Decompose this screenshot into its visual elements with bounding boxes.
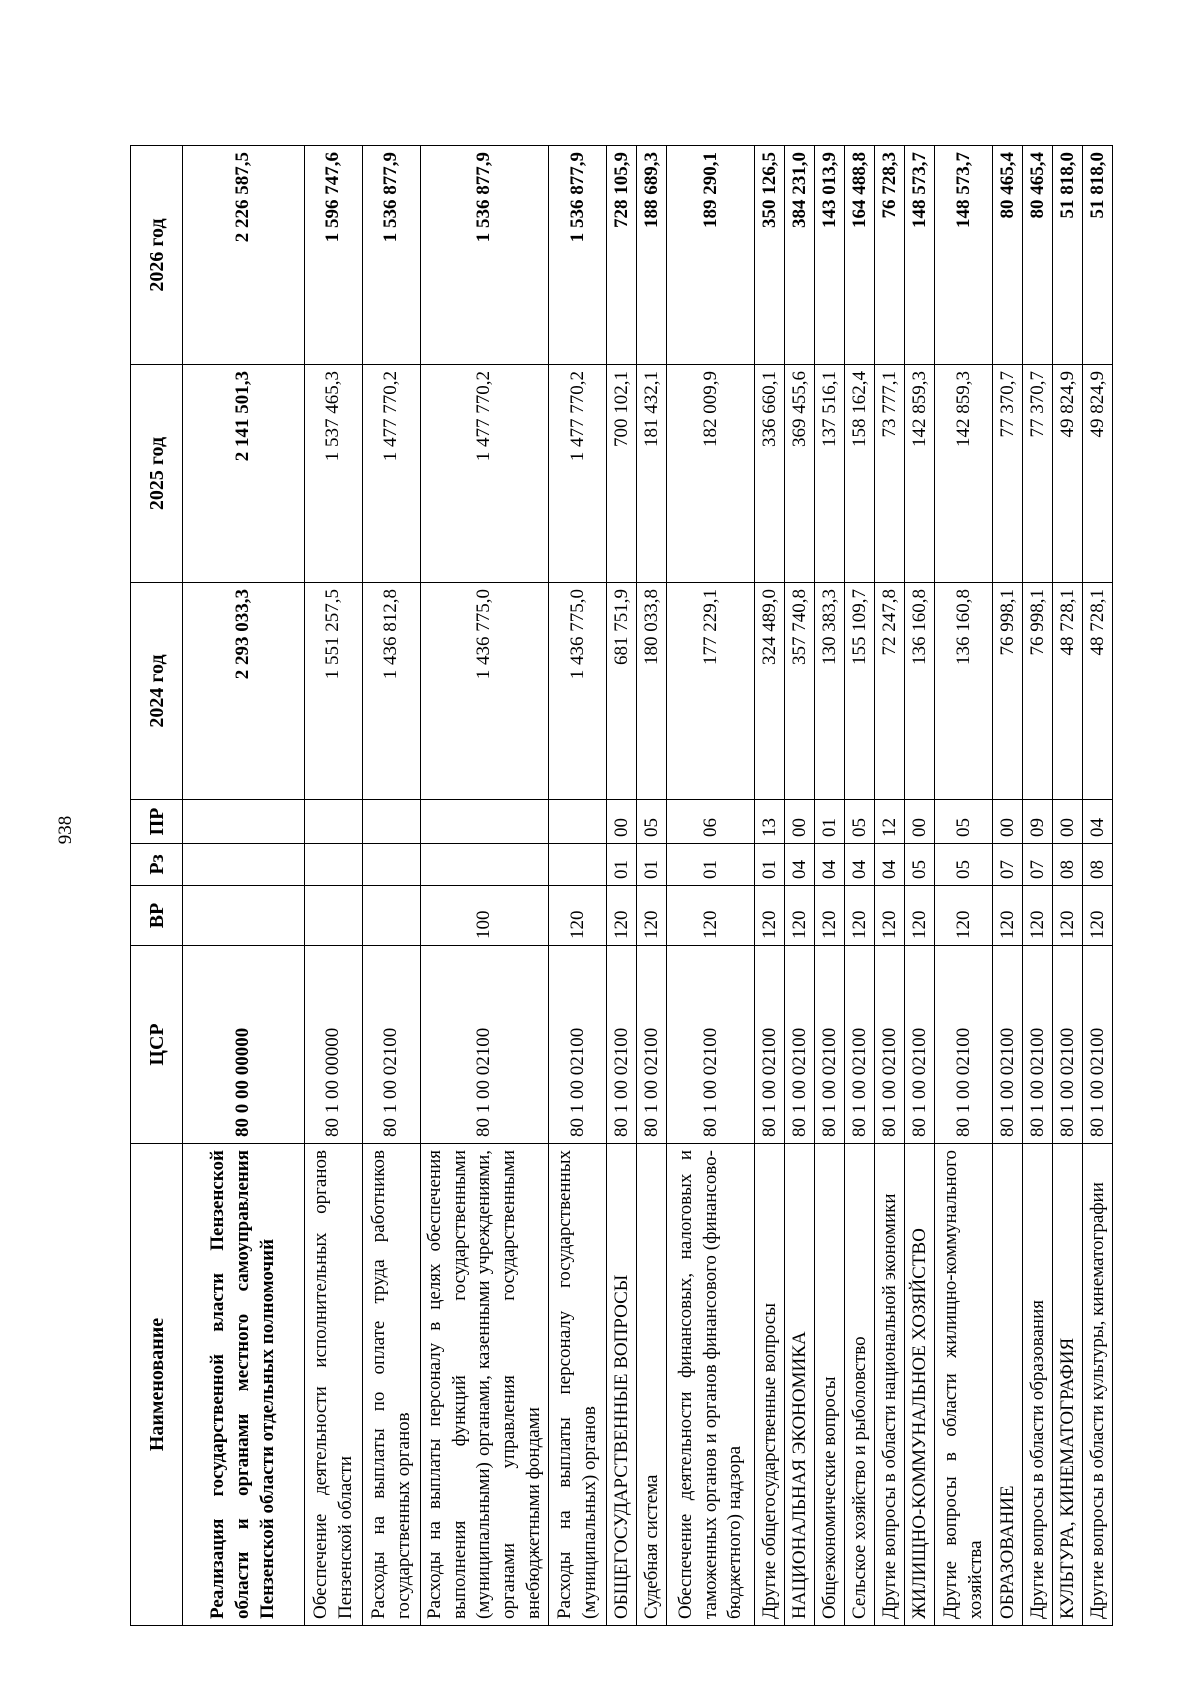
cell-name: Другие вопросы в области образования (1023, 1144, 1053, 1626)
cell-2024: 48 728,1 (1083, 583, 1113, 800)
cell-name: Другие общегосударственные вопросы (755, 1144, 785, 1626)
cell-pr: 00 (905, 800, 935, 844)
cell-2026: 1 536 877,9 (549, 146, 607, 365)
cell-name: Расходы на выплаты персоналу государственных (муниципальных) органов (549, 1144, 607, 1626)
cell-csr: 80 1 00 02100 (549, 946, 607, 1144)
cell-pr (549, 800, 607, 844)
cell-rz: 05 (905, 844, 935, 886)
cell-pr: 05 (935, 800, 993, 844)
cell-name: КУЛЬТУРА, КИНЕМАТОГРАФИЯ (1053, 1144, 1083, 1626)
cell-2024: 76 998,1 (993, 583, 1023, 800)
cell-2024: 72 247,8 (875, 583, 905, 800)
cell-csr: 80 1 00 02100 (815, 946, 845, 1144)
cell-vr: 120 (1053, 886, 1083, 946)
cell-rz (305, 844, 363, 886)
cell-name: Другие вопросы в области культуры, кинематографии (1083, 1144, 1113, 1626)
header-2026: 2026 год (131, 146, 183, 365)
cell-csr: 80 1 00 02100 (1053, 946, 1083, 1144)
cell-vr: 120 (1083, 886, 1113, 946)
cell-2026: 188 689,3 (637, 146, 667, 365)
cell-name: Обеспечение деятельности исполнительных органов Пензенской области (305, 1144, 363, 1626)
cell-rz: 07 (1023, 844, 1053, 886)
cell-2026: 1 536 877,9 (421, 146, 549, 365)
cell-2024: 1 436 775,0 (421, 583, 549, 800)
cell-2026: 1 596 747,6 (305, 146, 363, 365)
cell-csr: 80 1 00 02100 (785, 946, 815, 1144)
cell-vr: 120 (549, 886, 607, 946)
cell-pr: 00 (1053, 800, 1083, 844)
cell-name: Расходы на выплаты по оплате труда работников государственных органов (363, 1144, 421, 1626)
cell-2026: 76 728,3 (875, 146, 905, 365)
cell-pr: 04 (1083, 800, 1113, 844)
cell-2025: 49 824,9 (1053, 365, 1083, 583)
cell-name: Другие вопросы в области национальной экономики (875, 1144, 905, 1626)
table-row (1023, 146, 1053, 1626)
page-number: 938 (55, 815, 76, 845)
cell-rz: 04 (845, 844, 875, 886)
table-row (607, 146, 637, 1626)
cell-2025: 1 477 770,2 (549, 365, 607, 583)
budget-table-container (130, 146, 1108, 1626)
cell-csr: 80 1 00 00000 (305, 946, 363, 1144)
cell-pr: 12 (875, 800, 905, 844)
cell-vr (363, 886, 421, 946)
cell-vr: 120 (1023, 886, 1053, 946)
cell-2025: 1 477 770,2 (421, 365, 549, 583)
cell-vr: 120 (993, 886, 1023, 946)
header-vr: ВР (131, 886, 183, 946)
cell-2026: 164 488,8 (845, 146, 875, 365)
table-row (667, 146, 755, 1626)
cell-2024: 324 489,0 (755, 583, 785, 800)
cell-2025: 142 859,3 (935, 365, 993, 583)
table-row (905, 146, 935, 1626)
cell-2025: 700 102,1 (607, 365, 637, 583)
cell-2026: 350 126,5 (755, 146, 785, 365)
cell-rz: 05 (935, 844, 993, 886)
cell-2026: 51 818,0 (1083, 146, 1113, 365)
cell-csr: 80 1 00 02100 (935, 946, 993, 1144)
cell-vr: 120 (815, 886, 845, 946)
cell-2026: 51 818,0 (1053, 146, 1083, 365)
cell-csr: 80 1 00 02100 (363, 946, 421, 1144)
cell-2025: 77 370,7 (1023, 365, 1053, 583)
cell-csr: 80 1 00 02100 (845, 946, 875, 1144)
cell-2024: 48 728,1 (1053, 583, 1083, 800)
cell-pr: 05 (845, 800, 875, 844)
cell-name: ОБЩЕГОСУДАРСТВЕННЫЕ ВОПРОСЫ (607, 1144, 637, 1626)
cell-csr: 80 1 00 02100 (421, 946, 549, 1144)
cell-vr: 120 (755, 886, 785, 946)
cell-2024: 136 160,8 (935, 583, 993, 800)
table-row (183, 146, 305, 1626)
cell-2026: 148 573,7 (905, 146, 935, 365)
table-row (421, 146, 549, 1626)
header-pr: ПР (131, 800, 183, 844)
cell-rz: 04 (815, 844, 845, 886)
cell-rz: 01 (607, 844, 637, 886)
cell-2025: 336 660,1 (755, 365, 785, 583)
cell-2024: 177 229,1 (667, 583, 755, 800)
cell-vr: 100 (421, 886, 549, 946)
cell-vr: 120 (785, 886, 815, 946)
cell-2024: 130 383,3 (815, 583, 845, 800)
cell-vr: 120 (637, 886, 667, 946)
cell-pr: 01 (815, 800, 845, 844)
cell-pr (421, 800, 549, 844)
cell-2026: 148 573,7 (935, 146, 993, 365)
cell-2026: 2 226 587,5 (183, 146, 305, 365)
cell-2026: 80 465,4 (993, 146, 1023, 365)
cell-pr: 13 (755, 800, 785, 844)
cell-name: Сельское хозяйство и рыболовство (845, 1144, 875, 1626)
cell-rz: 01 (667, 844, 755, 886)
cell-2025: 2 141 501,3 (183, 365, 305, 583)
cell-2025: 1 537 465,3 (305, 365, 363, 583)
cell-2025: 181 432,1 (637, 365, 667, 583)
cell-2026: 189 290,1 (667, 146, 755, 365)
cell-csr: 80 1 00 02100 (667, 946, 755, 1144)
cell-2024: 76 998,1 (1023, 583, 1053, 800)
cell-vr: 120 (607, 886, 637, 946)
cell-2026: 728 105,9 (607, 146, 637, 365)
cell-2025: 137 516,1 (815, 365, 845, 583)
cell-csr: 80 0 00 00000 (183, 946, 305, 1144)
cell-csr: 80 1 00 02100 (755, 946, 785, 1144)
cell-2026: 1 536 877,9 (363, 146, 421, 365)
cell-pr (305, 800, 363, 844)
cell-2026: 80 465,4 (1023, 146, 1053, 365)
table-row (935, 146, 993, 1626)
cell-pr: 09 (1023, 800, 1053, 844)
cell-2024: 2 293 033,3 (183, 583, 305, 800)
cell-name: Расходы на выплаты персоналу в целях обеспечения выполнения функций государственными (муниципальными) органами, казенными учреждениями, органами управления государственными внебюджетными фондами (421, 1144, 549, 1626)
cell-pr (183, 800, 305, 844)
table-row (845, 146, 875, 1626)
cell-2024: 1 436 812,8 (363, 583, 421, 800)
table-row (1053, 146, 1083, 1626)
cell-rz: 08 (1053, 844, 1083, 886)
cell-pr: 05 (637, 800, 667, 844)
cell-pr: 06 (667, 800, 755, 844)
cell-rz: 04 (875, 844, 905, 886)
table-row (305, 146, 363, 1626)
cell-rz (549, 844, 607, 886)
table-row (993, 146, 1023, 1626)
table-row (875, 146, 905, 1626)
header-rz: Рз (131, 844, 183, 886)
cell-rz (363, 844, 421, 886)
cell-2025: 369 455,6 (785, 365, 815, 583)
cell-vr: 120 (845, 886, 875, 946)
table-body (183, 146, 1113, 1626)
header-name: Наименование (131, 1144, 183, 1626)
budget-table (130, 145, 1113, 1626)
cell-rz: 04 (785, 844, 815, 886)
cell-2026: 384 231,0 (785, 146, 815, 365)
table-row (755, 146, 785, 1626)
cell-2024: 1 436 775,0 (549, 583, 607, 800)
cell-rz: 08 (1083, 844, 1113, 886)
cell-2024: 1 551 257,5 (305, 583, 363, 800)
cell-vr: 120 (667, 886, 755, 946)
cell-vr (305, 886, 363, 946)
header-csr: ЦСР (131, 946, 183, 1144)
table-row (1083, 146, 1113, 1626)
cell-csr: 80 1 00 02100 (1023, 946, 1053, 1144)
cell-2024: 180 033,8 (637, 583, 667, 800)
cell-csr: 80 1 00 02100 (637, 946, 667, 1144)
cell-rz: 07 (993, 844, 1023, 886)
table-row (785, 146, 815, 1626)
cell-rz: 01 (637, 844, 667, 886)
table-row (549, 146, 607, 1626)
cell-2025: 73 777,1 (875, 365, 905, 583)
cell-2026: 143 013,9 (815, 146, 845, 365)
cell-2024: 681 751,9 (607, 583, 637, 800)
table-row (815, 146, 845, 1626)
cell-name: Обеспечение деятельности финансовых, налоговых и таможенных органов и органов финансового (финансово-бюджетного) надзора (667, 1144, 755, 1626)
cell-name: Судебная система (637, 1144, 667, 1626)
cell-2025: 182 009,9 (667, 365, 755, 583)
cell-rz (183, 844, 305, 886)
cell-rz: 01 (755, 844, 785, 886)
table-header-row (131, 146, 183, 1626)
cell-name: Общеэкономические вопросы (815, 1144, 845, 1626)
cell-2024: 155 109,7 (845, 583, 875, 800)
cell-csr: 80 1 00 02100 (607, 946, 637, 1144)
cell-name: Реализация государственной власти Пензенской области и органами местного самоуправления Пензенской области отдельных полномочий (183, 1144, 305, 1626)
cell-2025: 77 370,7 (993, 365, 1023, 583)
cell-name: ОБРАЗОВАНИЕ (993, 1144, 1023, 1626)
cell-2025: 142 859,3 (905, 365, 935, 583)
cell-rz (421, 844, 549, 886)
table-row (363, 146, 421, 1626)
cell-csr: 80 1 00 02100 (905, 946, 935, 1144)
cell-csr: 80 1 00 02100 (875, 946, 905, 1144)
cell-2024: 136 160,8 (905, 583, 935, 800)
cell-2025: 158 162,4 (845, 365, 875, 583)
cell-vr: 120 (935, 886, 993, 946)
header-2025: 2025 год (131, 365, 183, 583)
cell-pr (363, 800, 421, 844)
cell-vr (183, 886, 305, 946)
cell-name: НАЦИОНАЛЬНАЯ ЭКОНОМИКА (785, 1144, 815, 1626)
cell-pr: 00 (993, 800, 1023, 844)
cell-2025: 49 824,9 (1083, 365, 1113, 583)
cell-vr: 120 (905, 886, 935, 946)
cell-csr: 80 1 00 02100 (993, 946, 1023, 1144)
cell-name: ЖИЛИЩНО-КОММУНАЛЬНОЕ ХОЗЯЙСТВО (905, 1144, 935, 1626)
cell-2024: 357 740,8 (785, 583, 815, 800)
cell-vr: 120 (875, 886, 905, 946)
cell-pr: 00 (607, 800, 637, 844)
cell-2025: 1 477 770,2 (363, 365, 421, 583)
cell-csr: 80 1 00 02100 (1083, 946, 1113, 1144)
header-2024: 2024 год (131, 583, 183, 800)
cell-name: Другие вопросы в области жилищно-коммунального хозяйства (935, 1144, 993, 1626)
cell-pr: 00 (785, 800, 815, 844)
table-row (637, 146, 667, 1626)
